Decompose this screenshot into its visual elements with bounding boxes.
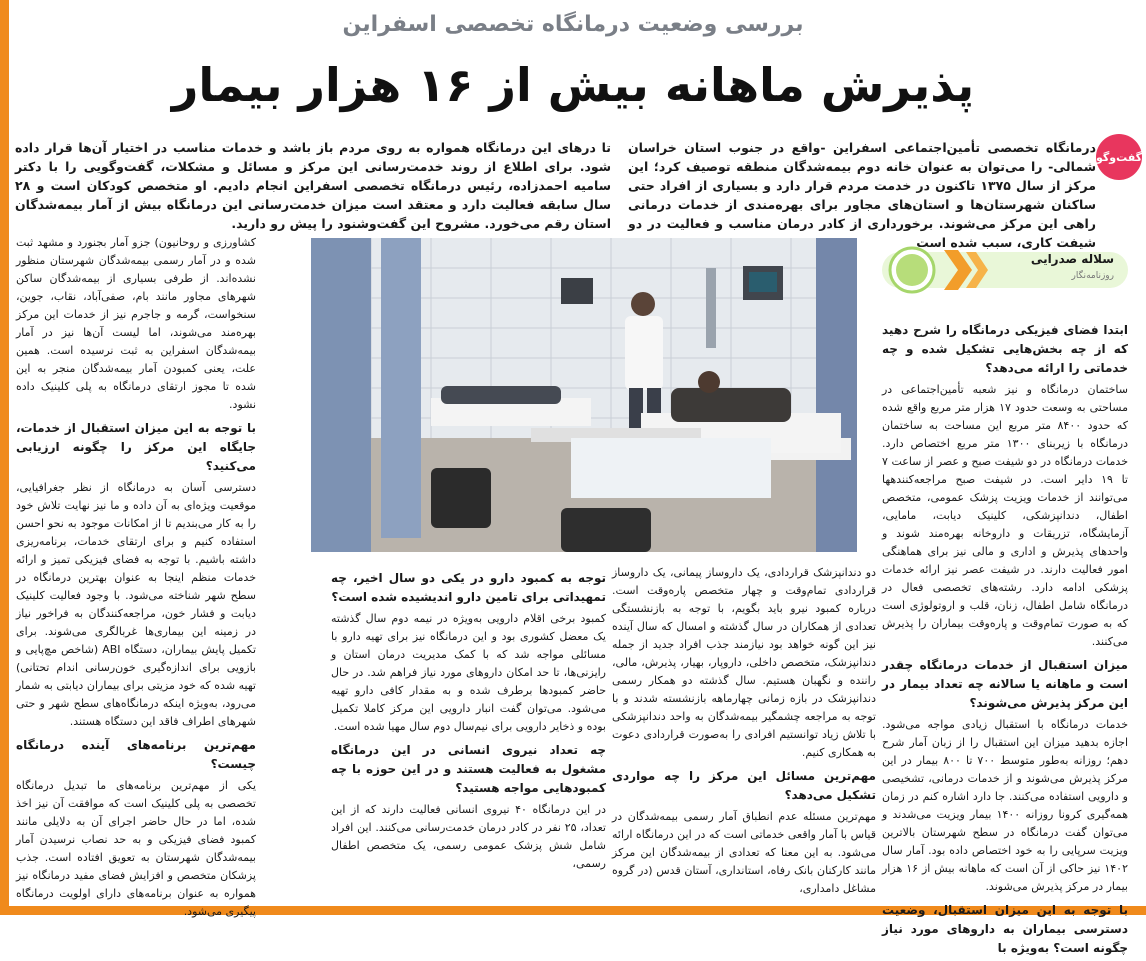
answer-paragraph: یکی از مهم‌ترین برنامه‌های ما تبدیل درمانگاه تخصصی به پلی کلینیک است که موافقت آن نیز اخذ شده، اما در حال حاضر اجرای آن به دلایلی مانند کمبود فضای فیزیکی و به حد نصاب نرسیدن آمار بیمه‌شدگان شهرستان به تعویق افتاده است. جذب پزشکان متخصص و افزایش فضای مفید درمانگاه نیز همواره به عنوان برنامه‌های دارای اولویت درمانگاه پیگیری می‌شود. <box>16 779 256 918</box>
interview-badge: گفت‌وگو <box>1096 134 1142 180</box>
answer-paragraph: دسترسی آسان به درمانگاه از نظر جغرافیایی، موقعیت ویژه‌ای به آن داده و ما نیز نهایت تلاش خود را به کار می‌بندیم تا از امکانات موجود به نحو احسن استفاده کنیم و برای ارتقای خدمات، برنامه‌ریزی داشته باشیم. با توجه به فضای فیزیکی تمیز و ارائه خدمات منظم اینجا به عنوان بهترین درمانگاه در سطح شهر شناخته می‌شود. با وجود فعالیت کلینیک دیابت و فشار خون، مراجعه‌کنندگان به فراخور نیاز در زمینه این بیماری‌ها غربالگری می‌شوند. برای تکمیل پایش بیماران، دستگاه ABI (شاخص مچ‌پایی و بازویی برای اندازه‌گیری خون‌رسانی اندام تحتانی) تهیه شده که خود مزیتی برای بیماران دیابتی به شمار می‌رود، به‌ویژه اینکه درمانگاه‌های سطح شهر و حتی شهرهای اطراف فاقد این دستگاه هستند. <box>16 481 257 728</box>
question-heading: توجه به کمبود دارو در یکی دو سال اخیر، چه تمهیداتی برای تامین دارو اندیشیده شده است؟ <box>331 571 606 604</box>
answer-paragraph: مهم‌ترین مسئله عدم انطباق آمار رسمی بیمه‌شدگان در قیاس با آمار واقعی خدماتی است که در این درمانگاه ارائه می‌شود. به این معنا که تعدادی از بیمه‌شدگان این مرکز مانند کارکنان بانک رفاه، استانداری، آستان قدس (در گروه مشاغل دامداری، <box>612 810 876 895</box>
question-heading: با توجه به این میزان استقبال، وضعیت دسترسی بیماران به داروهای مورد نیاز چگونه است؟ به‌ویژه با <box>882 903 1128 955</box>
question-heading: با توجه به این میزان استقبال از خدمات، جایگاه این مرکز را چگونه ارزیابی می‌کنید؟ <box>16 421 256 473</box>
question-heading: مهم‌ترین مسائل این مرکز را چه مواردی تشکیل می‌دهد؟ <box>612 769 876 802</box>
column-3 <box>331 564 606 873</box>
column-4 <box>16 234 256 921</box>
kicker: بررسی وضعیت درمانگاه تخصصی اسفراین <box>342 12 804 37</box>
left-accent-bar <box>0 0 9 915</box>
answer-paragraph: کمبود برخی اقلام دارویی به‌ویژه در نیمه دوم سال گذشته یک معضل کشوری بود و این درمانگاه نیز برای تهیه دارو با مسائلی مواجه شد که با کمک مدیریت درمان استان و رایزنی‌ها، تا حد امکان داروهای مورد نیاز فراهم شد. در حال حاضر کمبودها برطرف شده و به مقدار کافی دارو تهیه می‌شود. می‌توان گفت انبار دارویی این مرکز کاملا تکمیل بوده و ذخایر دارویی برای نیم‌سال دوم سال مهیا شده است. <box>331 612 606 733</box>
answer-paragraph: کشاورزی و روحانیون) جزو آمار بجنورد و مشهد ثبت شده و در آمار رسمی بیمه‌شدگان شهرستان منظور نشده‌اند. از طرفی بسیاری از بیمه‌شدگان ساکن شهرهای مجاور مانند بام، صفی‌آباد، نقاب، جوین، سنخواست، گرمه و جاجرم نیز از خدمات این مرکز بهره‌مند می‌شوند، اما لیست آن‌ها نیز در آمار بیمه‌شدگان اسفراین به ثبت نرسیده است. همین علت، یعنی کمبودن آمار بیمه‌شدگان منجر به این شده تا مجوز ارتقای درمانگاه به پلی کلینیک داده نشود. <box>16 236 256 411</box>
answer-paragraph: در این درمانگاه ۴۰ نیروی انسانی فعالیت دارند که از این تعداد، ۲۵ نفر در کادر درمان خدمت‌رسانی می‌کنند. این افراد شامل شش پزشک عمومی رسمی، یک متخصص اطفال رسمی، <box>331 803 606 870</box>
column-2 <box>612 564 876 898</box>
author-role: روزنامه‌نگار <box>1071 271 1114 281</box>
question-heading: ابتدا فضای فیزیکی درمانگاه را شرح دهید که از چه بخش‌هایی تشکیل شده و چه خدماتی را ارائه می‌دهد؟ <box>882 323 1128 375</box>
question-heading: مهم‌ترین برنامه‌های آینده درمانگاه چیست؟ <box>16 738 256 771</box>
article-photo <box>311 238 857 552</box>
headline: پذیرش ماهانه بیش از ۱۶ هزار بیمار <box>171 58 975 112</box>
intro-left: تا درهای این درمانگاه همواره به روی مردم باز باشد و خدمات مناسب در اختیار آن‌ها قرار داده شود. برای اطلاع از روند خدمت‌رسانی این مرکز و مسائل و مشکلات، گفت‌وگویی را با دکتر سامیه احمدزاده، رئیس درمانگاه تخصصی اسفراین انجام دادیم. او متخصص کودکان است و ۲۸ سال سابقه فعالیت دارد و معتقد است میزان خدمت‌رسانی این درمانگاه بیش از آمار بیمه‌شدگان استان رقم می‌خورد. مشروح این گفت‌وشنود را پیش رو دارید. <box>15 140 611 231</box>
answer-paragraph: دو دندانپزشک قراردادی، یک داروساز پیمانی، یک داروساز قراردادی تمام‌وقت و چهار متخصص پاره‌وقت است. درباره کمبود نیرو باید بگویم، با توجه به بازنشستگی تعدادی از همکاران در سال گذشته و امسال که سال آینده نیز این گونه خواهد بود نیازمند جذب افراد جدید از جمله دندانپزشک، متخصص داخلی، داروپار، بهیار، پذیرش، مالی، راننده و نگهبان هستیم. سال گذشته دو همکار رسمی دندانپزشک در بازه زمانی چهارماهه بازنشسته شدند و با توجه به مراجعه چشمگیر بیمه‌شدگان به واحد دندانپزشکی با تلاش زیاد توانستیم افرادی را به‌صورت قراردادی دعوت به همکاری کنیم. <box>612 566 876 759</box>
author-box <box>882 238 1128 302</box>
question-heading: چه تعداد نیروی انسانی در این درمانگاه مشغول به فعالیت هستند و در این حوزه با چه کمبودهایی مواجه هستید؟ <box>331 743 606 795</box>
answer-paragraph: ساختمان درمانگاه و نیز شعبه تأمین‌اجتماعی در مساحتی به وسعت حدود ۱۷ هزار متر مربع واقع شده که حدود ۸۴۰۰ متر مربع این مساحت به ساختمان درمانگاه با زیربنای ۱۳۰۰ متر مربع اختصاص دارد. خدمات درمانگاه در دو شیفت صبح و عصر از ساعت ۷ تا ۱۹ دایر است. در شیفت صبح مراجعه‌کنندهها می‌توانند از خدمات ویزیت پزشک عمومی، متخصص اطفال، دندانپزشکی، کلینیک دیابت، مامایی، آزمایشگاه، تزریقات و داروخانه بهره‌مند شوند و واحدهای پذیرش و اداری و مالی نیز برای هماهنگی امور فعالیت دارند. در شیفت عصر نیز ارائه خدمات پزشکی ادامه دارد. رشته‌های تخصصی فعال در درمانگاه شامل اطفال، زنان، قلب و اروتولوژی است که به صورت تمام‌وقت و پاره‌وقت بیماران را پذیرش می‌کنند. <box>882 383 1128 648</box>
hospital-ward-image <box>311 238 857 552</box>
answer-paragraph: خدمات درمانگاه با استقبال زیادی مواجه می‌شود. اجازه بدهید میزان این استقبال را از زبان آمار شرح دهم؛ روزانه به‌طور متوسط ۷۰۰ تا ۸۰۰ بیمار در این مرکز پذیرش می‌شوند و از خدمات درمانی، تشخیصی و دارویی استفاده می‌کنند. جا دارد اشاره کنم در زمان همه‌گیری کرونا روزانه ۱۴۰۰ بیمار ویزیت می‌شدند و می‌توان گفت درمانگاه در سطح شهرستان بالاترین ویزیت سرپایی را به خود اختصاص داده بود. آمار سال ۱۴۰۲ نیز حاکی از آن است که ماهانه بیش از ۱۶ هزار بیمار در مرکز پذیرش می‌شوند. <box>882 718 1129 893</box>
column-1 <box>882 316 1128 961</box>
author-name: سلاله صدرایی <box>1030 252 1114 266</box>
author-graphic <box>882 238 1128 302</box>
question-heading: میزان استقبال از خدمات درمانگاه چقدر است و ماهانه یا سالانه چه تعداد بیمار در این مرکز پذیرش می‌شوند؟ <box>882 658 1128 710</box>
intro-right: درمانگاه تخصصی تأمین‌اجتماعی اسفراین -واقع در جنوب استان خراسان شمالی- را می‌توان به عنوان خانه دوم بیمه‌شدگان منطقه توصیف کرد؛ این مرکز از سال ۱۳۷۵ تاکنون در خدمت مردم قرار دارد و بسیاری از افراد حتی ساکنان شهرستان‌ها و استان‌های مجاور برای بهره‌مندی از خدمات درمانی راهی این مرکز می‌شوند. برخورداری از کادر درمان مناسب و فعالیت در دو شیفت کاری، سبب شده است <box>628 140 1096 250</box>
